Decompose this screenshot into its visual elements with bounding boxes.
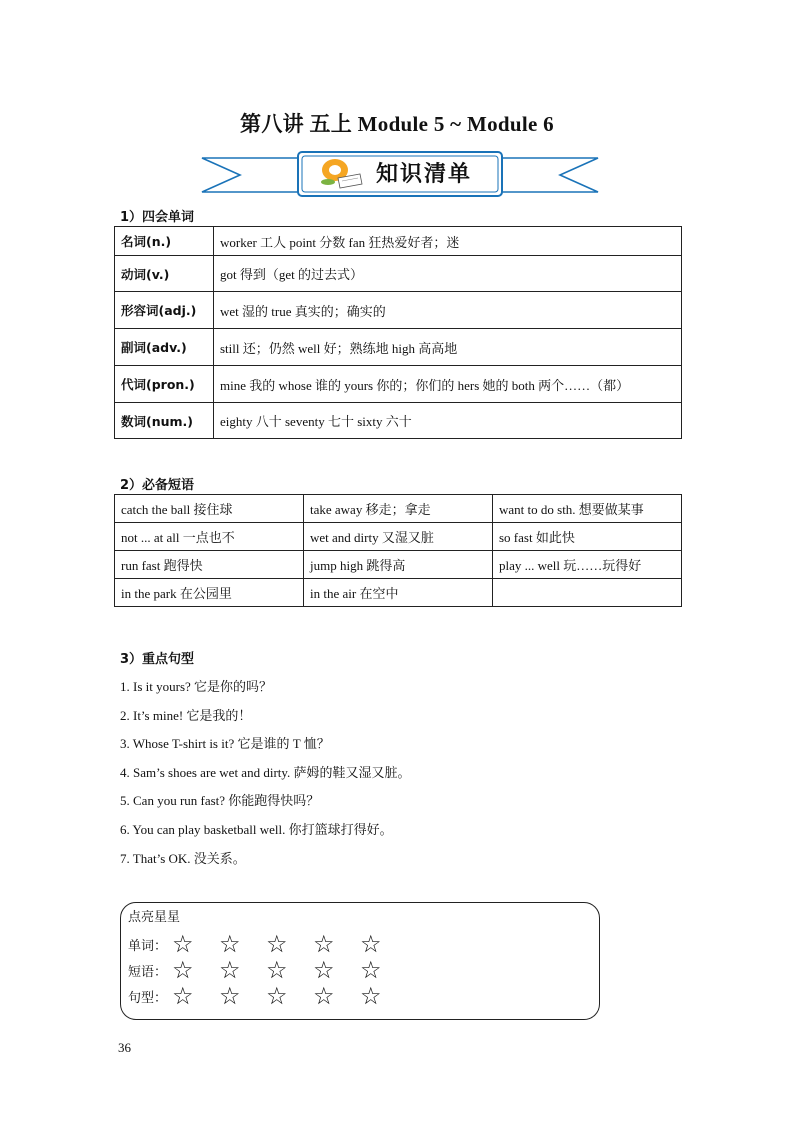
words-cell: worker 工人 point 分数 fan 狂热爱好者；迷 bbox=[214, 227, 682, 256]
table-row bbox=[115, 227, 682, 256]
sentence-list bbox=[120, 676, 411, 876]
pos-cell: 副词(adv.) bbox=[115, 329, 214, 366]
list-item: 3. Whose T-shirt is it? 它是谁的 T 恤？ bbox=[120, 736, 330, 752]
section-heading-phrases: 2）必备短语 bbox=[120, 478, 195, 493]
words-cell: eighty 八十 seventy 七十 sixty 六十 bbox=[214, 403, 682, 439]
star-icon[interactable]: ☆ bbox=[313, 982, 335, 1010]
table-row bbox=[115, 495, 682, 523]
star-box-title: 点亮星星 bbox=[128, 909, 181, 924]
table-row bbox=[115, 523, 682, 551]
pos-cell: 动词(v.) bbox=[115, 256, 214, 292]
phrase-cell: in the park 在公园里 bbox=[115, 579, 304, 607]
words-cell: wet 湿的 true 真实的；确实的 bbox=[214, 292, 682, 329]
banner-label: 知识清单 bbox=[376, 162, 473, 187]
list-item: 7. That’s OK. 没关系。 bbox=[120, 850, 246, 866]
list-item: 2. It’s mine! 它是我的！ bbox=[120, 707, 252, 723]
star-row-sentences bbox=[128, 984, 407, 1008]
star-icon[interactable]: ☆ bbox=[360, 956, 382, 984]
phrase-cell: catch the ball 接住球 bbox=[115, 495, 304, 523]
table-row bbox=[115, 292, 682, 329]
pos-cell: 形容词(adj.) bbox=[115, 292, 214, 329]
star-row-label: 短语： bbox=[128, 963, 168, 979]
star-icon[interactable]: ☆ bbox=[219, 956, 241, 984]
list-item: 5. Can you run fast? 你能跑得快吗？ bbox=[120, 793, 320, 809]
page-title: 第八讲 五上 Module 5 ~ Module 6 bbox=[240, 112, 554, 136]
table-row bbox=[115, 579, 682, 607]
phrase-cell: play ... well 玩……玩得好 bbox=[493, 551, 682, 579]
table-row bbox=[115, 256, 682, 292]
phrase-table bbox=[114, 494, 682, 607]
phrase-cell: run fast 跑得快 bbox=[115, 551, 304, 579]
pos-cell: 代词(pron.) bbox=[115, 366, 214, 403]
star-icon[interactable]: ☆ bbox=[266, 956, 288, 984]
section-heading-sentences: 3）重点句型 bbox=[120, 652, 195, 667]
star-icon[interactable]: ☆ bbox=[172, 930, 194, 958]
star-row-phrases bbox=[128, 958, 407, 982]
words-cell: got 得到（get 的过去式） bbox=[214, 256, 682, 292]
phrase-cell: wet and dirty 又湿又脏 bbox=[304, 523, 493, 551]
phrase-cell: in the air 在空中 bbox=[304, 579, 493, 607]
star-icon[interactable]: ☆ bbox=[172, 956, 194, 984]
phrase-cell: want to do sth. 想要做某事 bbox=[493, 495, 682, 523]
star-icon[interactable]: ☆ bbox=[219, 982, 241, 1010]
phrase-cell bbox=[493, 579, 682, 607]
table-row bbox=[115, 366, 682, 403]
star-icon[interactable]: ☆ bbox=[266, 982, 288, 1010]
phrase-cell: take away 移走；拿走 bbox=[304, 495, 493, 523]
star-icon[interactable]: ☆ bbox=[360, 930, 382, 958]
phrase-cell: jump high 跳得高 bbox=[304, 551, 493, 579]
table-row bbox=[115, 551, 682, 579]
vocab-table bbox=[114, 226, 682, 439]
table-row bbox=[115, 403, 682, 439]
table-row bbox=[115, 329, 682, 366]
star-icon[interactable]: ☆ bbox=[266, 930, 288, 958]
words-cell: still 还；仍然 well 好；熟练地 high 高高地 bbox=[214, 329, 682, 366]
page-number: 36 bbox=[118, 1040, 131, 1055]
star-row-label: 句型： bbox=[128, 989, 168, 1005]
list-item: 1. Is it yours? 它是你的吗？ bbox=[120, 679, 273, 694]
phrase-cell: not ... at all 一点也不 bbox=[115, 523, 304, 551]
pos-cell: 数词(num.) bbox=[115, 403, 214, 439]
pos-cell: 名词(n.) bbox=[115, 227, 214, 256]
star-icon[interactable]: ☆ bbox=[360, 982, 382, 1010]
list-item: 4. Sam’s shoes are wet and dirty. 萨姆的鞋又湿又脏。 bbox=[120, 764, 411, 780]
words-cell: mine 我的 whose 谁的 yours 你的；你们的 hers 她的 both 两个……（都） bbox=[214, 366, 682, 403]
star-icon[interactable]: ☆ bbox=[313, 930, 335, 958]
star-icon[interactable]: ☆ bbox=[172, 982, 194, 1010]
list-item: 6. You can play basketball well. 你打篮球打得好。 bbox=[120, 821, 393, 837]
star-row-label: 单词： bbox=[128, 937, 168, 953]
section-heading-vocab: 1）四会单词 bbox=[120, 210, 195, 225]
star-icon[interactable]: ☆ bbox=[219, 930, 241, 958]
star-icon[interactable]: ☆ bbox=[313, 956, 335, 984]
star-row-words bbox=[128, 932, 407, 956]
phrase-cell: so fast 如此快 bbox=[493, 523, 682, 551]
